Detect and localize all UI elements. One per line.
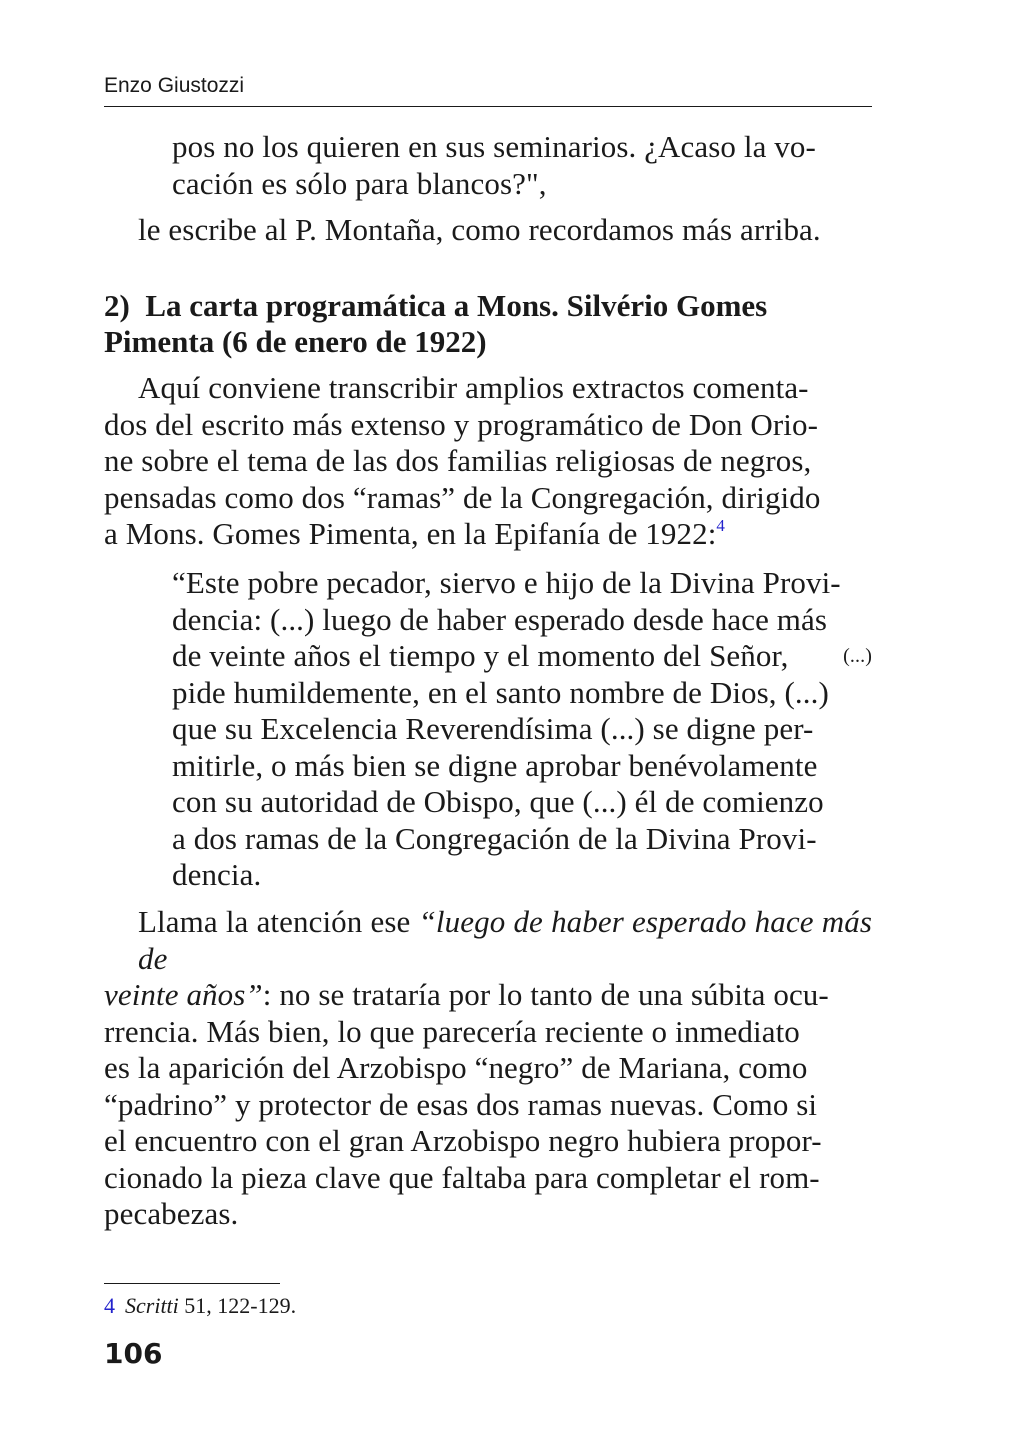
quote2-line-2: dencia: (...) luego de haber esperado desde hace más [172,601,828,637]
paragraph2-line-2 [104,977,872,1014]
paragraph2-line-7: cionado la pieza clave que faltaba para completar el rom- [104,1159,820,1195]
footnote [104,1293,296,1319]
section-heading [104,288,864,360]
footnote-reference-link[interactable]: 4 [716,516,726,535]
quote2-line-3 [172,638,872,675]
header-rule [104,106,872,107]
continuation-line [138,212,878,249]
footnote-ref: 51, 122-129. [178,1293,297,1318]
paragraph2-line-1 [104,904,872,977]
paragraph1-line-4: pensadas como dos “ramas” de la Congregación, dirigido [104,479,821,515]
paragraph2-line-5: “padrino” y protector de esas dos ramas nuevas. Como si [104,1086,818,1122]
running-header-author: Enzo Giustozzi [104,74,245,97]
paragraph2-line-6: el encuentro con el gran Arzobispo negro hubiera propor- [104,1123,822,1158]
continuation-text: le escribe al P. Montaña, como recordamos más arriba. [138,212,821,247]
paragraph2-italic-a: “luego de haber esperado hace más de [138,904,872,976]
quote2-line-3-text: de veinte años el tiempo y el momento del Señor, [172,638,789,673]
section-heading-line-1: 2) La carta programática a Mons. Silvério Gomes [104,288,768,323]
page-number: 106 [104,1337,163,1370]
paragraph1-line-1: Aquí conviene transcribir amplios extractos comenta- [138,370,809,405]
footnote-rule [104,1283,280,1284]
block-quote-continuation [172,129,872,202]
quote2-line-4: pide humildemente, en el santo nombre de Dios, (...) [172,674,829,710]
quote2-line-9: dencia. [172,857,262,892]
paragraph-2 [104,904,872,1233]
small-ellipsis: (...) [843,645,872,667]
footnote-number[interactable]: 4 [104,1293,115,1318]
quote2-line-1: “Este pobre pecador, siervo e hijo de la Divina Provi- [172,565,841,600]
section-heading-line-2: Pimenta (6 de enero de 1922) [104,324,487,359]
quote1-line-1: pos no los quieren en sus seminarios. ¿Acaso la vo- [172,129,816,164]
quote2-line-5: que su Excelencia Reverendísima (...) se digne per- [172,711,814,746]
paragraph-1 [104,370,872,553]
quote2-line-6: mitirle, o más bien se digne aprobar benévolamente [172,747,818,783]
paragraph2-line-8: pecabezas. [104,1196,239,1231]
paragraph1-line-2: dos del escrito más extenso y programático de Don Orio- [104,406,819,442]
quote2-line-8: a dos ramas de la Congregación de la Divina Provi- [172,820,817,856]
block-quote-letter [172,565,872,894]
paragraph1-line-5-text: a Mons. Gomes Pimenta, en la Epifanía de 1922: [104,516,717,551]
paragraph1-line-3: ne sobre el tema de las dos familias religiosas de negros, [104,443,812,478]
paragraph2-after-italic: : no se trataría por lo tanto de una súbita ocu- [262,977,829,1012]
quote1-line-2: cación es sólo para blancos?", [172,165,547,201]
paragraph2-italic-b: veinte años” [104,977,263,1012]
footnote-work: Scritti [125,1293,179,1318]
paragraph1-line-5 [104,516,872,553]
paragraph2-lead: Llama la atención ese [138,904,419,939]
paragraph2-line-4: es la aparición del Arzobispo “negro” de Mariana, como [104,1050,808,1085]
paragraph2-line-3: rrencia. Más bien, lo que parecería reciente o inmediato [104,1013,800,1049]
quote2-line-7: con su autoridad de Obispo, que (...) él de comienzo [172,784,824,819]
